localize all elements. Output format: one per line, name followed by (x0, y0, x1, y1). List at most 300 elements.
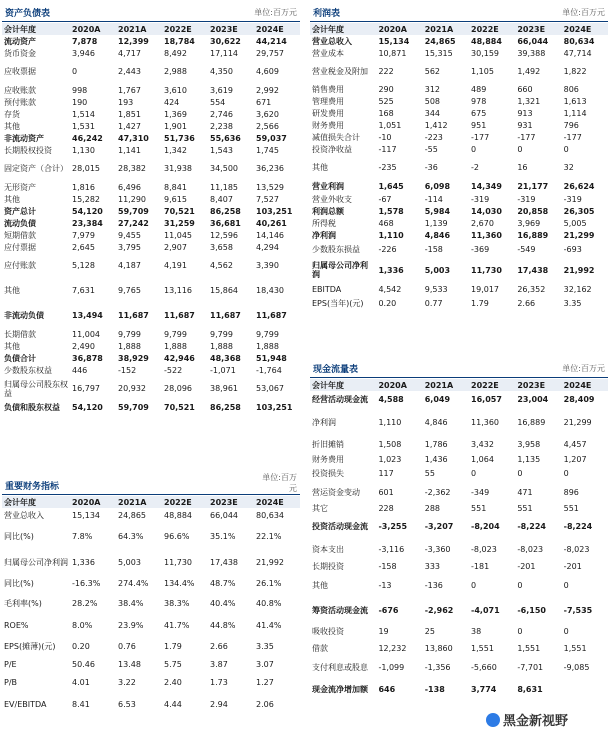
row-value: 671 (256, 97, 272, 107)
row-label: P/B (4, 677, 18, 687)
row-value: 9,533 (424, 284, 448, 294)
row-value: -138 (424, 684, 445, 694)
row-value: 2.94 (210, 699, 228, 709)
balance-row (2, 376, 300, 401)
row-value: 17,114 (210, 48, 238, 58)
row-value: 46,242 (72, 133, 103, 143)
cashflow-row (310, 391, 608, 408)
row-value: 15,134 (378, 36, 410, 46)
row-value: -693 (563, 244, 582, 254)
row-value: 21,992 (256, 557, 284, 567)
column-header-year: 2021A (116, 23, 162, 35)
row-value: 4,609 (256, 67, 279, 76)
row-label: 经营活动现金流 (312, 395, 368, 404)
row-value: 4.01 (72, 677, 90, 687)
row-label: 折旧摊销 (312, 440, 344, 449)
row-value: 1,613 (563, 96, 587, 106)
row-value: 11,290 (118, 194, 146, 204)
row-value: 13,494 (72, 311, 103, 320)
row-value: 1,551 (471, 644, 494, 653)
row-value: 34,500 (210, 164, 238, 173)
row-value: 11,185 (210, 182, 238, 192)
row-value: 26,305 (563, 206, 595, 216)
cashflow-row (310, 408, 608, 436)
row-value: -7,535 (563, 606, 593, 615)
row-value: 16,889 (517, 417, 546, 427)
row-label: P/E (4, 659, 17, 669)
ratios-row (2, 692, 300, 716)
row-label: 吸收投资 (312, 627, 344, 636)
row-value: 1,135 (517, 454, 541, 464)
row-value: 18,784 (164, 36, 195, 46)
balance-row (2, 205, 300, 217)
cashflow-row (310, 623, 608, 640)
row-value: 1,023 (378, 454, 402, 464)
row-value: 1,492 (517, 66, 541, 76)
row-value: 40.8% (256, 598, 282, 608)
row-label: 非流动资产 (4, 133, 44, 143)
row-value: 0 (517, 581, 523, 590)
watermark-text: 黑金新视野 (503, 714, 569, 729)
row-label: 少数股东损益 (312, 244, 360, 254)
row-value: 274.4% (118, 578, 149, 588)
row-value: -114 (424, 194, 443, 204)
row-value: 8.0% (72, 620, 93, 630)
row-value: 11,687 (256, 311, 287, 320)
row-value: -55 (424, 144, 438, 154)
row-value: 0 (471, 144, 477, 154)
row-value: 1.79 (471, 298, 489, 308)
income-table (310, 23, 608, 311)
cashflow-row (310, 482, 608, 502)
row-value: 3,390 (256, 261, 279, 270)
balance-row (2, 278, 300, 303)
row-value: 471 (517, 487, 533, 497)
row-value: 0 (563, 469, 569, 478)
column-header-year: 2021A (423, 379, 469, 391)
row-value: 4,350 (210, 67, 233, 76)
row-value: 3,619 (210, 85, 233, 95)
balance-row (2, 84, 300, 96)
ratios-unit: 单位:百万元 (262, 473, 297, 493)
row-value: -201 (563, 561, 582, 571)
row-label: 预付账款 (4, 97, 36, 107)
cashflow-row (310, 598, 608, 623)
row-value: 1,110 (378, 417, 402, 427)
row-label: 流动资产 (4, 36, 36, 46)
row-value: 16 (517, 162, 528, 172)
row-label: 其他 (4, 194, 20, 204)
row-value: 31,938 (164, 164, 192, 173)
income-row (310, 229, 608, 241)
balance-row (2, 352, 300, 364)
balance-sheet-title: 资产负债表 (5, 9, 51, 19)
row-value: 22.1% (256, 531, 282, 541)
balance-sheet-table (2, 23, 300, 413)
ratios-row (2, 574, 300, 592)
row-value: 2,443 (118, 67, 141, 76)
row-value: 3,432 (471, 440, 494, 449)
income-row (310, 131, 608, 143)
row-value: 48,884 (471, 36, 502, 46)
row-value: 51,736 (164, 133, 195, 143)
row-value: 1.73 (210, 677, 228, 687)
row-value: 4,562 (210, 261, 233, 270)
income-row (310, 257, 608, 283)
row-value: 29,757 (256, 48, 284, 58)
row-value: 1,822 (563, 66, 587, 76)
row-value: -1,099 (378, 662, 405, 672)
row-value: 86,258 (210, 402, 241, 412)
balance-row (2, 328, 300, 340)
row-value: 0 (563, 581, 569, 590)
ratios-row (2, 672, 300, 692)
row-label: 短期借款 (4, 230, 36, 240)
row-value: 1,207 (563, 454, 587, 464)
row-value: 59,709 (118, 402, 149, 412)
row-value: 1,342 (164, 145, 187, 155)
row-value: 1,816 (72, 182, 95, 192)
row-value: 28,382 (118, 164, 146, 173)
row-value: -676 (378, 606, 399, 615)
row-value: 8,841 (164, 182, 187, 192)
row-value: 646 (378, 684, 396, 694)
row-value: 14,349 (471, 181, 502, 191)
balance-row (2, 108, 300, 120)
row-value: 41.4% (256, 620, 282, 630)
row-label: 利润总额 (312, 206, 344, 216)
row-value: 7,527 (256, 194, 279, 204)
row-value: 30,159 (471, 48, 500, 58)
row-value: 40.4% (210, 598, 236, 608)
row-value: 4,542 (378, 284, 402, 294)
balance-row (2, 59, 300, 84)
row-value: 11,360 (471, 230, 502, 240)
row-value: 44,214 (256, 36, 287, 46)
row-value: 11,360 (471, 417, 500, 427)
column-header-year: 2024E (254, 23, 300, 35)
row-value: 28,409 (563, 395, 595, 404)
row-value: 190 (72, 97, 88, 107)
row-label: 归属母公司净利润 (312, 261, 368, 279)
row-value: 16,889 (517, 230, 549, 240)
row-label: 资本支出 (312, 544, 344, 554)
row-value: 47,310 (118, 133, 149, 143)
row-value: 80,634 (563, 36, 595, 46)
row-value: 1,427 (118, 121, 141, 131)
row-label: 财务费用 (312, 454, 344, 464)
row-value: 0 (517, 469, 523, 478)
row-label: 营业总收入 (4, 510, 44, 520)
row-value: -319 (563, 194, 582, 204)
row-value: 12,399 (118, 36, 149, 46)
row-value: -181 (471, 561, 490, 571)
balance-row (2, 156, 300, 181)
row-value: 193 (118, 97, 134, 107)
row-value: 1.27 (256, 677, 274, 687)
row-value: 1,551 (517, 644, 541, 653)
row-label: 货币资金 (4, 48, 36, 58)
row-value: 796 (563, 120, 579, 130)
row-value: 9,799 (210, 329, 233, 339)
column-header-label: 会计年度 (310, 379, 376, 391)
cashflow-row (310, 677, 608, 701)
row-value: 0 (563, 144, 569, 154)
row-value: 36,236 (256, 164, 284, 173)
row-value: 21,177 (517, 181, 549, 191)
row-value: 31,259 (164, 218, 195, 228)
cashflow-row (310, 502, 608, 514)
row-value: 1,436 (424, 454, 448, 464)
row-value: 36,878 (72, 353, 103, 363)
row-label: EV/EBITDA (4, 699, 47, 709)
column-header-year: 2020A (376, 379, 422, 391)
income-header (310, 4, 608, 22)
row-value: -158 (424, 244, 443, 254)
row-value: 30,622 (210, 36, 241, 46)
row-value: 64.3% (118, 531, 144, 541)
row-value: 47,714 (563, 48, 592, 58)
row-value: 80,634 (256, 510, 284, 520)
ratios-row (2, 592, 300, 614)
row-value: 36,681 (210, 218, 241, 228)
row-value: 66,044 (210, 510, 238, 520)
row-value: 3.87 (210, 659, 228, 669)
ratios-title: 重要财务指标 (5, 482, 60, 492)
row-value: 978 (471, 96, 487, 106)
row-value: -201 (517, 561, 536, 571)
row-value: 551 (563, 503, 579, 513)
row-value: 4,846 (424, 417, 448, 427)
row-label: 支付利息或股息 (312, 662, 368, 672)
row-value: 44.8% (210, 620, 236, 630)
row-value: 1,786 (424, 440, 448, 449)
row-value: -9,085 (563, 662, 590, 672)
row-label: 其它 (312, 503, 328, 513)
income-unit: 单位:百万元 (562, 8, 605, 17)
cashflow-row (310, 657, 608, 677)
row-value: 48,884 (164, 510, 192, 520)
row-value: 103,251 (256, 206, 293, 216)
row-value: 28,096 (164, 384, 192, 393)
row-value: 562 (424, 66, 441, 76)
row-value: 1,336 (378, 265, 404, 275)
row-value: 290 (378, 84, 394, 94)
row-value: 0 (563, 627, 569, 636)
row-value: 3,774 (471, 684, 497, 694)
row-value: 42,946 (164, 353, 195, 363)
row-value: 312 (424, 84, 441, 94)
row-value: 19 (378, 627, 389, 636)
row-value: 4.44 (164, 699, 182, 709)
row-value: -36 (424, 162, 438, 172)
row-value: -8,224 (563, 522, 593, 531)
balance-row (2, 241, 300, 253)
row-value: -349 (471, 487, 490, 497)
row-value: -223 (424, 132, 443, 142)
row-value: 2,566 (256, 121, 279, 131)
balance-row (2, 217, 300, 229)
row-value: 2,490 (72, 341, 95, 351)
row-value: 0.20 (378, 298, 397, 308)
column-header-year: 2020A (70, 23, 116, 35)
row-value: 3,795 (118, 242, 141, 252)
row-value: 2,645 (72, 242, 95, 252)
row-value: -152 (118, 365, 137, 375)
row-label: 其他 (4, 286, 20, 295)
row-value: 59,709 (118, 206, 149, 216)
row-value: 12,596 (210, 230, 238, 240)
cashflow-row (310, 640, 608, 657)
row-value: 3,658 (210, 242, 233, 252)
row-value: 446 (72, 365, 88, 375)
row-value (562, 677, 608, 701)
row-value: 0.20 (72, 641, 90, 651)
row-value: 54,120 (72, 206, 103, 216)
row-value: -2 (471, 162, 480, 172)
balance-row (2, 181, 300, 193)
balance-row (2, 253, 300, 278)
row-value: 4,294 (256, 242, 279, 252)
row-value: 9,799 (164, 329, 187, 339)
row-value: 55 (424, 469, 435, 478)
column-header-year: 2023E (208, 23, 254, 35)
row-value: 17,438 (210, 557, 238, 567)
row-value: 1,543 (210, 145, 233, 155)
cashflow-row (310, 465, 608, 482)
row-value: 1,321 (517, 96, 541, 106)
column-header-label: 会计年度 (310, 23, 376, 35)
row-label: 减值损失合计 (312, 132, 360, 142)
row-label: 应收账款 (4, 85, 36, 95)
row-value: 9,799 (256, 329, 279, 339)
row-value: 806 (563, 84, 579, 94)
row-value: 24,865 (118, 510, 146, 520)
cashflow-row (310, 559, 608, 573)
row-value: 70,521 (164, 402, 195, 412)
row-value: 5,984 (424, 206, 451, 216)
row-value: 26,352 (517, 284, 546, 294)
income-row (310, 95, 608, 107)
balance-column-header-row (2, 23, 300, 35)
row-value: 1.79 (164, 641, 182, 651)
wechat-icon (486, 713, 500, 727)
row-value: -8,224 (517, 522, 546, 531)
row-value: 3,610 (164, 85, 187, 95)
row-value: 4,717 (118, 48, 141, 58)
row-label: 长期借款 (4, 329, 36, 339)
row-label: 销售费用 (312, 84, 344, 94)
row-label: 所得税 (312, 218, 336, 228)
income-title: 利润表 (313, 9, 341, 19)
row-label: 其他 (312, 581, 328, 590)
row-value: 32,162 (563, 284, 592, 294)
ratios-header (2, 470, 300, 495)
balance-row (2, 229, 300, 241)
row-value: 168 (378, 108, 394, 118)
balance-sheet-unit: 单位:百万元 (254, 8, 297, 17)
row-value: -2,962 (424, 606, 454, 615)
row-value: 48,368 (210, 353, 241, 363)
row-value: 660 (517, 84, 533, 94)
row-value: 7,878 (72, 36, 98, 46)
column-header-year: 2021A (423, 23, 469, 35)
row-value: 1,551 (563, 644, 587, 653)
row-value: 1,508 (378, 440, 402, 449)
row-value: 26,624 (563, 181, 595, 191)
row-value: 0 (471, 469, 477, 478)
row-value: 4,457 (563, 440, 587, 449)
cashflow-row (310, 453, 608, 465)
row-value: 222 (378, 66, 394, 76)
row-value: 21,299 (563, 230, 595, 240)
row-value: -2,362 (424, 487, 451, 497)
row-value: 554 (210, 97, 226, 107)
row-value: 38,961 (210, 384, 238, 393)
balance-row (2, 132, 300, 144)
row-label: ROE% (4, 620, 29, 630)
row-label: 其他 (4, 121, 20, 131)
row-value: -226 (378, 244, 397, 254)
row-value: 998 (72, 85, 88, 95)
row-value: 551 (471, 503, 487, 513)
row-label: EPS(摊薄)(元) (4, 641, 56, 651)
row-value: 4,846 (424, 230, 451, 240)
row-label: 长期投资 (312, 561, 344, 571)
row-label: 现金流净增加额 (312, 684, 368, 694)
cashflow-row (310, 539, 608, 559)
row-value: -136 (424, 581, 443, 590)
cashflow-header (310, 360, 608, 378)
row-value: 38 (471, 627, 482, 636)
row-value: 13,116 (164, 286, 192, 295)
row-value: 3,969 (517, 218, 541, 228)
ratios-row (2, 508, 300, 522)
row-value: 2,746 (210, 109, 233, 119)
row-label: 投资活动现金流 (312, 522, 368, 531)
column-header-year: 2023E (515, 379, 561, 391)
row-value: -117 (378, 144, 397, 154)
income-row (310, 283, 608, 295)
income-row (310, 179, 608, 193)
row-value: 3,946 (72, 48, 95, 58)
row-value: -8,023 (517, 544, 544, 554)
row-label: 净利润 (312, 417, 336, 427)
row-value: -13 (378, 581, 392, 590)
income-row (310, 205, 608, 217)
row-value: -1,764 (256, 365, 282, 375)
row-value: 0 (72, 67, 78, 76)
row-value: -177 (471, 132, 490, 142)
row-value: 2.66 (210, 641, 228, 651)
balance-row (2, 364, 300, 376)
row-label: 应付账款 (4, 261, 36, 270)
ratios-table (2, 496, 300, 716)
row-value: 17,438 (517, 265, 549, 275)
balance-row (2, 35, 300, 47)
column-header-year: 2024E (562, 379, 608, 391)
row-value: 35.1% (210, 531, 236, 541)
row-value: 48.7% (210, 578, 236, 588)
row-value: -3,116 (378, 544, 405, 554)
balance-row (2, 144, 300, 156)
column-header-year: 2022E (469, 23, 515, 35)
row-value: 39,388 (517, 48, 546, 58)
ratios-row (2, 636, 300, 656)
row-value: 2,992 (256, 85, 279, 95)
row-value: 3,620 (256, 109, 279, 119)
row-value: -158 (378, 561, 397, 571)
